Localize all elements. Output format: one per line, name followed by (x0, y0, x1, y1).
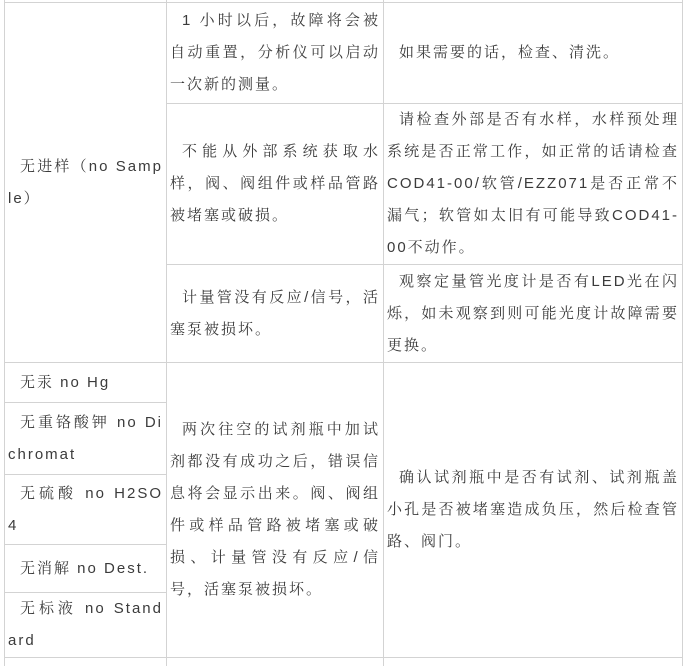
fault-label: 无硫酸 no H2SO4 (8, 484, 163, 534)
cropped-bottom-cell (167, 658, 384, 666)
remedy-cell (384, 3, 683, 104)
remedy-text: 观察定量管光度计是否有LED光在闪烁，如未观察到则可能光度计故障需要更换。 (387, 272, 679, 354)
cropped-bottom-cell (5, 658, 167, 666)
fault-cell-no-standard (5, 593, 167, 658)
remedy-text: 确认试剂瓶中是否有试剂、试剂瓶盖小孔是否被堵塞造成负压，然后检查管路、阀门。 (387, 469, 679, 550)
remedy-cell (384, 265, 683, 363)
remedy-text: 请检查外部是否有水样，水样预处理系统是否正常工作，如正常的话请检查COD41-00/软管/EZZ071是否正常不漏气；软管如太旧有可能导致COD41-00不动作。 (387, 111, 679, 256)
description-text: 1 小时以后，故障将会被自动重置，分析仪可以启动一次新的测量。 (170, 12, 380, 93)
description-cell (167, 265, 384, 363)
remedy-cell (384, 104, 683, 265)
description-cell (167, 3, 384, 104)
description-cell (167, 363, 384, 658)
fault-cell-no-hg (5, 363, 167, 403)
remedy-cell (384, 363, 683, 658)
fault-label: 无重铬酸钾 no Dichromat (8, 413, 163, 463)
cropped-bottom-cell (384, 658, 683, 666)
fault-label: 无进样（no Sample） (8, 157, 163, 207)
troubleshooting-table (4, 0, 683, 666)
fault-cell-no-sample (5, 3, 167, 363)
fault-label: 无标液 no Standard (8, 600, 163, 649)
fault-cell-no-dichromat (5, 403, 167, 475)
fault-label: 无汞 no Hg (20, 373, 111, 391)
fault-cell-no-h2so4 (5, 475, 167, 545)
description-text: 不能从外部系统获取水样，阀、阀组件或样品管路被堵塞或破损。 (170, 143, 380, 224)
table-row (5, 658, 683, 666)
description-text: 两次往空的试剂瓶中加试剂都没有成功之后，错误信息将会显示出来。阀、阀组件或样品管路被堵塞或破损、计量管没有反应/信号，活塞泵被损坏。 (170, 421, 380, 598)
fault-label: 无消解 no Dest. (20, 559, 150, 577)
table-row (5, 363, 683, 403)
remedy-text: 如果需要的话，检查、清洗。 (399, 44, 621, 61)
table-row (5, 3, 683, 104)
fault-cell-no-dest (5, 545, 167, 593)
description-text: 计量管没有反应/信号，活塞泵被损坏。 (170, 288, 380, 338)
description-cell (167, 104, 384, 265)
